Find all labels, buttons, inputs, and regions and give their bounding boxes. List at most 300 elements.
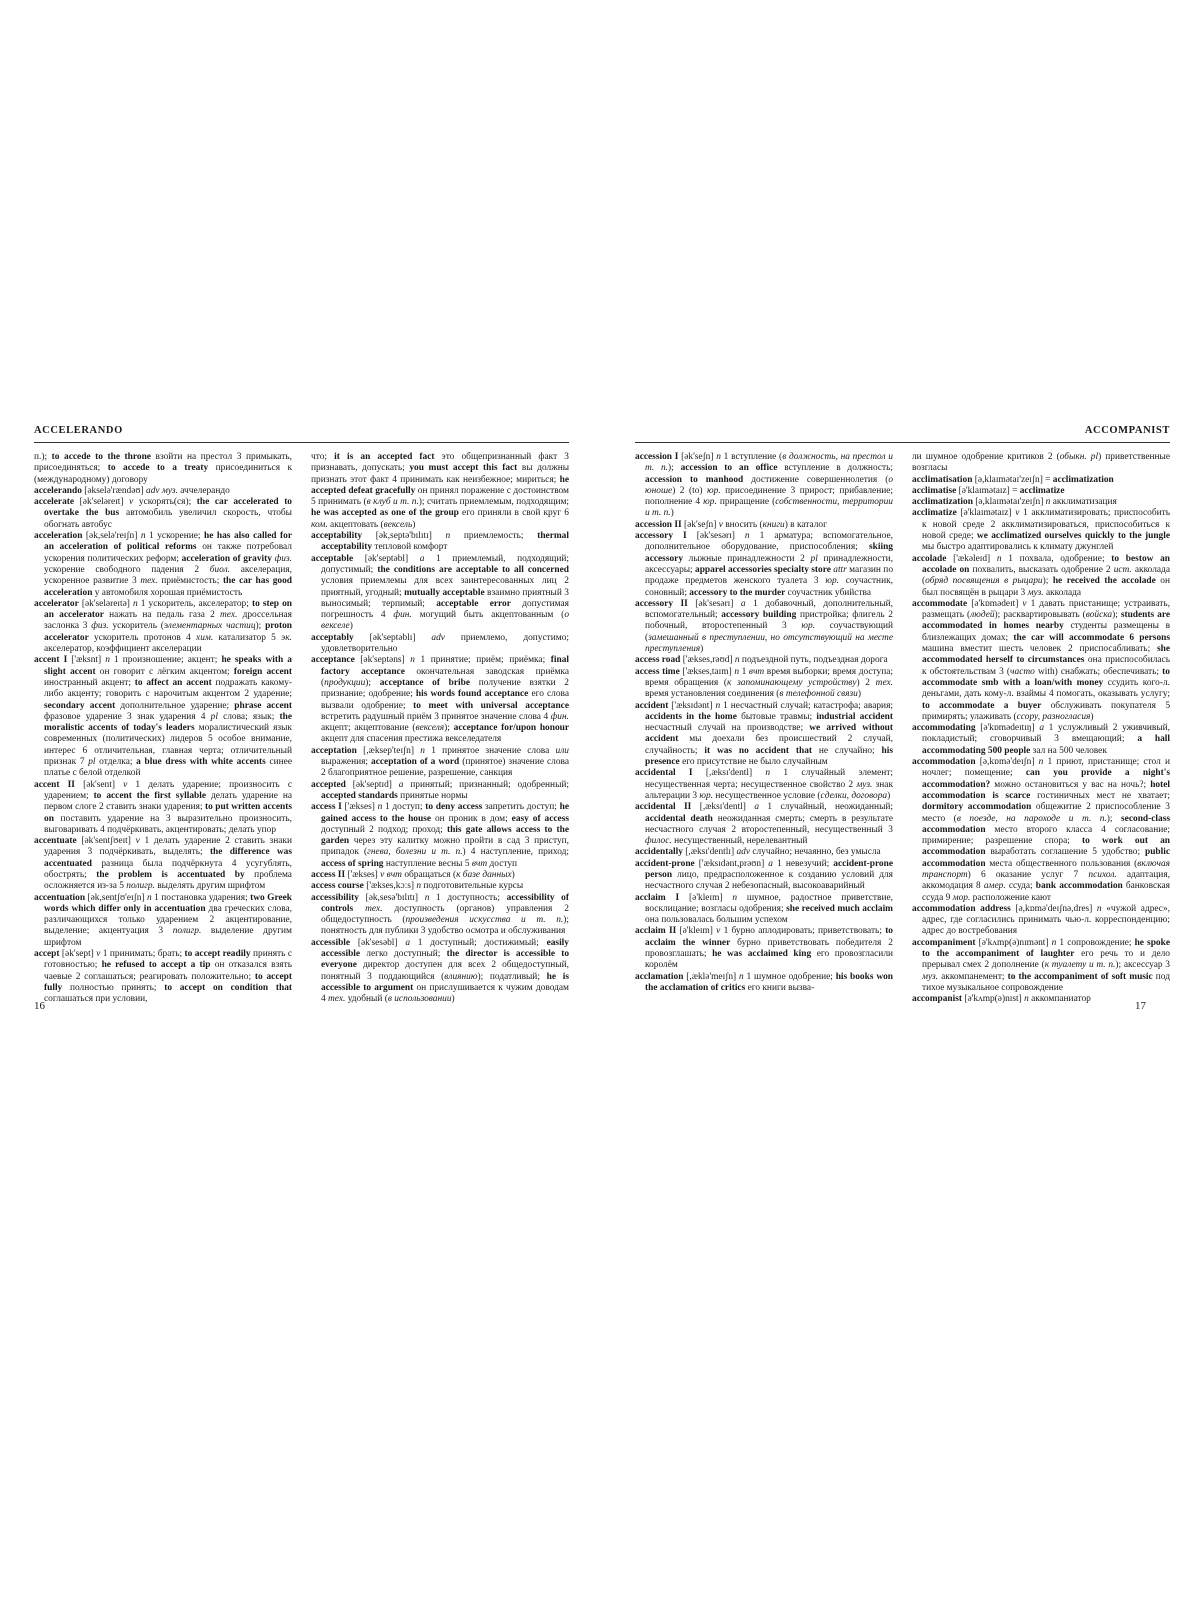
left-column-2 [311,452,569,1006]
label-italic: n [410,655,415,666]
label-italic: a [1039,723,1045,734]
example-phrase: acclimatization [1052,474,1114,485]
definition-text: автомобиль увеличил скорость, чтобы обогнать автобус [44,508,292,530]
definition-text: разница была подчёркнута 4 усугублять, обострять; [44,858,292,880]
dictionary-entry [912,486,1170,497]
definition-text: [ə'kleɪm] [679,892,733,903]
label-italic: тех. [220,610,238,621]
example-phrase: his presence [645,745,893,768]
definition-text: его присутствие не было случайным [679,757,828,768]
definition-text: знак альтерации 3 [645,779,893,801]
headword: accessible [311,937,351,948]
definition-text: условия приемлемы для всех заинтересованных лиц 2 приятный, угодный; [321,576,569,598]
label-italic: включая транспорт [922,858,1170,880]
entry-continuation [34,452,292,486]
headword: acceptation [311,745,357,756]
definition-text: делать ударение на первом слоге 2 ставить знаки ударения; [44,790,293,813]
label-italic: сделки, договора [820,790,888,801]
headword: acceptability [311,531,363,542]
definition-text: тепловой комфорт [372,542,448,553]
headword: accidentally [635,847,683,858]
example-phrase: the director is accessible to everyone [321,949,570,971]
definition-text: [ək,selə'reɪʃn] [82,531,141,542]
definition-text: катализатор 5 [213,632,282,643]
definition-text: ['ækses] [341,802,378,813]
example-phrase: access of spring [321,858,384,869]
headword: accident [635,700,669,711]
headword: acclamation [635,971,684,982]
definition-text: выражения; [321,757,372,768]
definition-text: акколада [1043,587,1082,598]
definition-text: ) [700,644,704,655]
definition-text: 1 сопровождение; [1056,937,1135,948]
example-phrase: foreign accent [233,666,292,677]
dictionary-entry [311,655,569,745]
example-phrase: two Greek words which differ only in accentuation [44,892,292,914]
label-italic: векселя [415,723,445,734]
label-italic: амер. [983,881,1006,892]
example-phrase: phrase accent [234,700,293,711]
label-italic: adv [736,847,750,858]
definition-text: принятые нормы [397,790,468,801]
definition-text: взаимно приятный 3 выносимый; терпимый; [321,587,569,609]
label-italic: в должность, на престол и т. п. [645,452,893,474]
example-phrase: acceptation of a word [371,757,460,768]
definition-text: ли шумное одобрение критиков 2 ( [912,452,1060,462]
definition-text: акселератор, коэффициент акселерации [44,644,202,655]
label-italic: к запоминающему устройству [727,677,857,688]
definition-text: акцепт для спасения престижа векселедателя [321,734,502,745]
definition-text: доступность (органов) управления 2 общедоступность ( [321,903,569,926]
example-phrase: the car has good acceleration [44,576,292,598]
definition-text: [ə'klaɪmətaɪz] = [956,485,1020,496]
definition-text: это общепризнанный факт 3 признавать, допускать; [311,452,569,474]
dictionary-entry [311,938,569,1006]
headword: acceptable [311,553,354,564]
example-phrase: he refused to accept a tip [101,960,211,971]
example-phrase: a blue dress with white accents [136,757,266,768]
example-phrase: acceptable error [436,598,511,609]
definition-text: ); [365,677,380,688]
label-italic: n [732,892,737,903]
definition-text: мы доехали без происшествий 2 случай, случайность; [645,734,893,756]
dictionary-entry [635,893,893,927]
definition-text: 1 произношение; акцент; [109,655,222,666]
definition-text: его провозгласили королём [645,949,894,971]
definition-text: присоединиться к (международному) договору [34,463,293,485]
example-phrase: second-class accommodation [922,813,1170,835]
label-italic: продукции [324,677,366,688]
label-italic: adv муз. [146,485,178,496]
definition-text: ) 2 [856,677,876,688]
definition-text: соучастник, соновный; [645,576,893,598]
label-italic: полигр. [126,881,155,892]
definition-text: ) [887,790,891,801]
example-phrase: accessory to the murder [689,587,786,598]
definition-text: через эту калитку можно пройти в сад 3 приступ, припадок ( [321,836,569,858]
example-phrase: he spoke to the accompaniment of laughter [922,937,1170,960]
definition-text: синее платье с белой отделкой [44,757,292,779]
definition-text: ) в каталог [784,519,827,530]
definition-text: 1 акклиматизировать; приспособить к новой среде 2 акклиматизироваться, приспособиться к новой среде; [922,508,1170,542]
headword: accommodation [912,757,976,768]
example-phrase: to work out an accommodation [922,836,1170,858]
example-phrase: hotel accommodation is scarce [922,779,1170,801]
definition-text: два греческих слова, различающихся только ударением 2 акцентирование, выделение; акцентуация 3 [44,903,292,937]
definition-text: вступление в должность; [777,463,894,474]
headword: access I [311,802,342,813]
example-phrase: can you provide a night's accommodation? [922,768,1170,790]
definition-text: п.); [34,452,52,462]
example-phrase: to accede to the throne [51,452,151,462]
definition-text: подражать какому-либо акценту; говорить с нарочитым акцентом 2 ударение; [44,677,293,700]
definition-text: принадлежности, аксессуары; [645,553,894,575]
example-phrase: he accepted defeat gracefully [311,474,569,496]
example-phrase: thermal acceptability [321,531,569,553]
example-phrase: acceptance for/upon honour [453,723,570,734]
label-italic: a [754,802,760,813]
example-phrase: he was accepted as one of the group [311,508,459,519]
definition-text: под тихое музыкальное сопровождение [922,971,1170,993]
example-phrase: the car will accommodate 6 persons [1013,632,1170,643]
example-phrase: accession to an office [680,463,778,474]
definition-text: он был посвящён в рыцари 3 [922,576,1170,598]
example-phrase: dormitory accommodation [922,802,1032,813]
example-phrase: to deny access [425,802,483,813]
definition-text: [,æksɪ'dentl] [692,768,766,779]
headword: accept [34,949,60,960]
label-italic: n [744,531,750,542]
definition-text: 1 бурно аплодировать; приветствовать; [720,926,886,937]
example-phrase: she received much acclaim [786,903,893,914]
label-italic: n [765,768,771,779]
label-italic: полигр. [172,926,202,937]
headword: accommodating [912,723,976,734]
definition-text: ускорение свободного падения 2 [44,564,210,575]
example-phrase: she accommodated herself to circumstances [922,644,1170,666]
label-italic: хим. [196,632,214,643]
label-italic: v [716,926,721,937]
definition-text: гостиничных мест не хватает; [1030,790,1170,801]
left-page [34,425,569,1025]
example-phrase: he is accessible to argument [321,971,569,993]
example-phrase: skiing accessory [645,542,893,564]
label-italic: влиянию [444,971,478,982]
label-italic: юр. [801,621,815,632]
dictionary-entry [912,904,1170,938]
headword: accompaniment [912,937,976,948]
definition-text: он проник в дом; [431,813,512,824]
definition-text: не случайно; [812,745,882,756]
definition-text: легко доступный; [360,949,447,960]
definition-text: 1 приемлемый, подходящий; допустимый; [321,553,570,575]
definition-text: [ək'sept] [59,949,97,960]
definition-text: [ə,klaɪmətaɪ'zeɪʃn] [972,497,1046,508]
definition-text: акклиматизация [1050,497,1117,508]
definition-text: время установления соединения ( [645,689,780,700]
example-phrase: accessibility of controls [321,892,569,914]
definition-text: ); расквартировывать ( [994,610,1086,621]
definition-text: акцептовать ( [327,519,384,530]
definition-text: ускоритель протонов 4 [88,632,197,643]
definition-text: ); считать приемлемым, подходящим; [418,497,570,508]
label-italic: муз. [856,779,873,790]
definition-text: наступление весны 5 [383,858,472,869]
definition-text: машина вместит шесть человек 2 приспосабливать; [922,644,1157,655]
example-phrase: final factory acceptance [321,655,569,677]
headword: acclimatise [912,485,957,496]
definition-text: 1 ускорение; [145,531,205,542]
definition-text: 1 услужливый 2 уживчивый, покладистый; сговорчивый 3 вмещающий; [922,723,1171,745]
label-italic: часто [1010,666,1035,677]
headword: access road [635,655,681,666]
definition-text: ) 6 оказание услуг 7 [967,869,1089,880]
dictionary-entry [311,893,569,938]
headword: accidental II [635,802,692,813]
definition-text: [ək'septəbl] [353,553,420,564]
example-phrase: acceleration of gravity [181,553,272,564]
example-phrase: acceptance of bribe [379,677,471,688]
label-italic: n [445,531,451,542]
headword: accident-prone [635,858,695,869]
label-italic: вексель [383,519,413,530]
label-italic: в использовании [387,994,452,1005]
label-italic: pl [210,711,218,722]
definition-text: ) [1090,711,1094,722]
right-column-2 [912,452,1170,1006]
definition-text: [ə,kɒmə'deɪʃn] [975,757,1039,768]
example-phrase: to accept fully [44,971,292,993]
label-italic: мор. [952,892,971,903]
definition-text: аккомпанемент; [938,971,1008,982]
definition-text: доступный 2 подход; проход; [321,824,447,835]
definition-text: дополнительное ударение; [115,700,235,711]
definition-text: он также потребовал ускорения политических реформ; [44,542,292,564]
definition-text: [,æksep'teɪʃn] [356,745,421,756]
example-phrase: the car accelerated to overtake the bus [44,497,292,519]
definition-text: [ək'sesərɪ] [687,598,741,609]
definition-text: [ək,sentʃʊ'eɪʃn] [85,892,147,903]
definition-text: [,æksɪ'dentlɪ] [682,847,737,858]
definition-text: 1 [739,666,749,677]
definition-text: отделка; [95,757,137,768]
dictionary-entry [311,554,569,633]
definition-text: лицо, предрасположенное к созданию условий для несчастного случая 2 небезопасный, высокоаварийный [645,869,893,892]
definition-text: акцепт; акцептование ( [321,723,416,734]
definition-text: ['æksnt] [67,655,106,666]
definition-text: соучастник убийства [785,587,872,598]
label-italic: v вчт [380,869,402,880]
definition-text: [ə'kɒmədeɪt] [967,598,1023,609]
label-italic: ком. [311,519,328,530]
dictionary-entry [635,667,893,701]
dictionary-entry [912,938,1170,994]
headword: accidental I [635,768,693,779]
example-phrase: accidental death [645,813,713,824]
example-phrase: mutually acceptable [404,587,485,598]
definition-text: приемлемость; [450,531,538,542]
definition-text: адаптация, аккомодация 8 [922,869,1170,892]
example-phrase: his words found acceptance [415,689,529,700]
definition-text: ['ækses,taɪm] [679,666,735,677]
definition-text: он прислушивается к чужим доводам 4 [321,982,569,1005]
definition-text: [ək'seləreɪtə] [78,598,133,609]
definition-text: [ək'seləreɪt] [74,497,130,508]
definition-text: его книги вызва- [745,982,815,993]
definition-text: ); аксессуар 3 [1115,960,1170,971]
label-italic: n [377,802,383,813]
definition-text: ['ækses] [345,869,381,880]
label-italic: n [715,700,721,711]
definition-text: достижение совершеннолетия ( [743,474,889,485]
right-page [635,425,1170,1025]
definition-text: [ək'septɪd] [345,779,399,790]
label-italic: в клуб и т. п. [366,497,419,508]
definition-text: [ək'sesəbl] [350,937,406,948]
example-phrase: the difference was accentuated [44,847,293,869]
headword: accelerando [34,485,82,496]
dictionary-entry [34,486,292,497]
dictionary-entry [635,859,893,893]
definition-text: он отказался взять чаевые 2 соглашаться; реагировать положительно; [44,960,292,982]
dictionary-entry [635,926,893,971]
dictionary-entry [34,780,292,836]
definition-text: 1 принятое значение слова [424,745,556,756]
definition-text: 1 доступность; [429,892,507,903]
definition-text: шумное, радостное приветствие, восклицание; возгласы одобрения; [645,892,893,914]
headword: accessory II [635,598,688,609]
definition-text: дроссельная заслонка 3 [44,610,292,632]
label-italic: замешанный в преступлении, но отсутствующий на месте преступления [645,632,893,655]
definition-text: [ə'klaɪmətaɪz] [956,508,1016,519]
example-phrase: the conditions are acceptable to all concerned [377,564,569,575]
label-italic: v [1022,598,1027,609]
definition-text: ['ækəleɪd] [946,553,997,564]
definition-text: ) 2 (to) [672,485,708,496]
definition-text: [ək,sesə'bɪlɪtɪ] [358,892,425,903]
example-phrase: apparel accessories specialty store [695,564,831,575]
label-italic: обыкн. pl [1059,452,1099,462]
example-phrase: the moralistic accents of today's leaders [44,711,292,734]
label-italic: v [129,497,134,508]
definition-text: 1 делать ударение; произносить с ударением; [44,779,293,801]
headword: acceleration [34,531,83,542]
label-italic: тех. [875,677,893,688]
example-phrase: industrial accident [816,711,893,722]
definition-text: [ək'sesərɪ] [686,531,745,542]
definition-text: полностью принять; [62,982,165,993]
definition-text: бурно приветствовать победителя 2 провозглашать; [645,937,893,960]
definition-text: with) снабжать; обеспечивать; [1034,666,1163,677]
definition-text: несущественное условие ( [713,790,821,801]
label-italic: n [734,655,740,666]
example-phrase: you must accept this fact [409,463,518,474]
dictionary-entry [311,881,569,892]
definition-text: присоединение 3 прирост; прибавление; пополнение 4 [645,485,893,508]
headword: access course [311,881,364,892]
label-italic: эк. [281,632,292,643]
definition-text: доступ [487,858,518,869]
definition-text: неожиданная смерть; смерть в результате несчастного случая 2 второстепенный, несущественный 3 [645,813,893,835]
label-italic: a [419,553,425,564]
label-italic: к базе данных [456,869,512,880]
dictionary-entry [635,599,893,655]
headword: accompanist [912,994,962,1005]
definition-text: ) [412,519,416,530]
definition-text: 1 давать пристанище; устраивать, размещать ( [922,598,1170,621]
dictionary-entry [635,768,893,802]
definition-text: время выборки; время доступа; время обращения ( [645,666,893,688]
definition-text: вносить ( [722,519,763,530]
definition-text: акколада ( [922,564,1170,587]
dictionary-entry [34,497,292,531]
definition-text: аччелерандо [177,485,230,496]
definition-text: место второго класса 4 согласование; примирение; разрешение спора; [922,824,1170,847]
example-phrase: to step on an accelerator [44,598,293,621]
definition-text: ) приветственные возгласы [912,452,1170,474]
definition-text: 1 постановка ударения; [151,892,251,903]
dictionary-entry [311,780,569,803]
example-phrase: proton accelerator [44,621,292,643]
definition-text: вы должны признать этот факт 4 принимать как неизбежное; мириться; [311,463,570,485]
label-italic: вчт [748,666,765,677]
label-italic: n [1038,757,1044,768]
definition-text: 1 ускоритель, акселератор; [137,598,252,609]
definition-text: удобный ( [345,994,388,1005]
definition-text: его слова вызвали одобрение; [321,689,569,711]
headword: accessibility [311,892,359,903]
headword: accession I [635,452,679,462]
dictionary-entry [635,701,893,769]
label-italic: n [140,531,146,542]
definition-text: окончательная заводская приёмка ( [321,666,570,688]
right-column-1 [635,452,893,994]
dictionary-entry [34,531,292,599]
example-phrase: easy of access [511,813,569,824]
definition-text: 1 добавочный, дополнительный, вспомогательный; [645,598,893,621]
label-italic: муз. [922,971,939,982]
example-phrase: to meet with universal acceptance [413,700,569,711]
definition-text: случайно; нечаянно, без умысла [749,847,881,858]
definition-text: она приспособилась к обстоятельствам 3 ( [922,655,1170,677]
definition-text: ссуда; [1005,881,1036,892]
example-phrase: it is an accepted fact [334,452,435,462]
label-italic: n [996,553,1002,564]
definition-text: несчастный случай на производстве; [645,723,810,734]
dictionary-entry [311,746,569,780]
label-italic: a [398,779,404,790]
headword: acceptably [311,632,354,643]
page-number-left: 16 [34,1000,45,1012]
definition-text: [ə'kleɪm] [676,926,717,937]
dictionary-entry [912,475,1170,486]
example-phrase: he speaks with a slight accent [44,655,292,677]
label-italic: n [424,892,430,903]
dictionary-entry [912,757,1170,904]
definition-text: его речь то и дело прерывал смех 2 дополнение ( [922,949,1170,971]
definition-text: подготовительные курсы [421,881,524,892]
example-phrase: students are accommodated in homes nearby [922,610,1170,632]
example-phrase: accession to manhood [645,474,744,485]
label-italic: в телефонной связи [779,689,858,700]
example-phrase: accidents in the home [645,711,737,722]
example-phrase: this gate allows access to the garden [321,824,569,847]
definition-text: 1 принимать; брать; [100,949,185,960]
definition-text: ['æksɪdənt] [668,700,716,711]
definition-text: зал на 500 человек [1030,745,1107,756]
definition-text: моралистический язык современных (политических) лидеров 5 особое внимание, интерес 6 отличительная, главная черта; отличительный признак 7 [44,723,292,768]
definition-text: студенты размещены в близлежащих домах; [922,621,1170,643]
